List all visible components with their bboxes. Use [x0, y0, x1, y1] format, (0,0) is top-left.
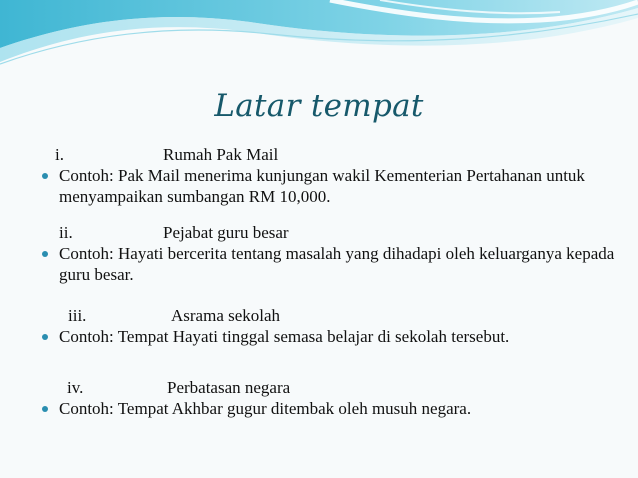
- bullet-text: Contoh: Pak Mail menerima kunjungan wakil Kementerian Pertahanan untuk menyampaikan sumbangan RM 10,000.: [59, 166, 585, 206]
- bullet-icon: [42, 173, 48, 179]
- section-place: Perbatasan negara: [167, 378, 291, 397]
- slide-content: [42, 144, 622, 419]
- section-heading-3: [68, 305, 622, 326]
- section-place: Pejabat guru besar: [163, 223, 289, 242]
- bullet-icon: [42, 406, 48, 412]
- bullet-text: Contoh: Tempat Akhbar gugur ditembak oleh musuh negara.: [59, 399, 472, 418]
- section-heading-1: [55, 144, 622, 165]
- section-number: ii.: [59, 223, 73, 242]
- bullet-item: [42, 398, 622, 419]
- section-heading-4: [67, 377, 622, 398]
- header-wave-decoration: [0, 0, 638, 80]
- section-number: iii.: [68, 306, 87, 325]
- bullet-item: [42, 165, 622, 207]
- section-heading-2: [59, 222, 622, 243]
- section-place: Asrama sekolah: [171, 306, 281, 325]
- section-number: iv.: [67, 378, 84, 397]
- section-place: Rumah Pak Mail: [163, 145, 279, 164]
- slide-title: Latar tempat: [214, 88, 424, 124]
- bullet-item: [42, 243, 622, 285]
- bullet-icon: [42, 251, 48, 257]
- bullet-text: Contoh: Hayati bercerita tentang masalah yang dihadapi oleh keluarganya kepada guru besar.: [59, 244, 615, 284]
- bullet-icon: [42, 334, 48, 340]
- bullet-item: [42, 326, 622, 347]
- section-number: i.: [55, 145, 64, 164]
- bullet-text: Contoh: Tempat Hayati tinggal semasa belajar di sekolah tersebut.: [59, 327, 510, 346]
